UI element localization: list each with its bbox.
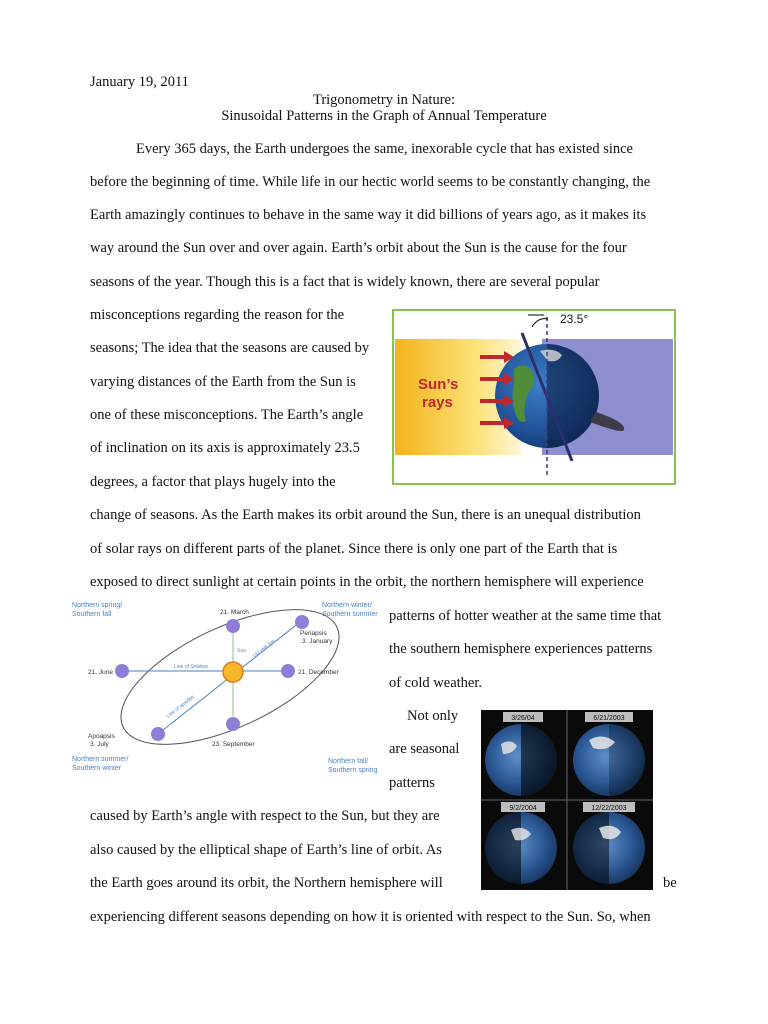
body-line: experiencing different seasons depending on how it is oriented with respect to the Sun. So, when bbox=[90, 909, 651, 925]
body-line: patterns bbox=[389, 775, 435, 791]
body-line: exposed to direct sunlight at certain points in the orbit, the northern hemisphere will experience bbox=[90, 574, 644, 590]
season-label: Southern spring bbox=[328, 767, 378, 774]
planet-periapsis bbox=[295, 615, 309, 629]
date-label: 21. June bbox=[88, 669, 113, 676]
solstice-line-label: Line of Solstice bbox=[174, 664, 208, 670]
body-line: also caused by the elliptical shape of Earth’s line of orbit. As bbox=[90, 842, 442, 858]
earth-tilt-illustration bbox=[392, 309, 676, 485]
distance-label: 147 mill. km bbox=[251, 638, 277, 660]
planet-december bbox=[281, 664, 295, 678]
body-line: way around the Sun over and over again. Earth’s orbit about the Sun is the cause for the four bbox=[90, 240, 627, 256]
date-label: 3/26/04 bbox=[511, 715, 535, 722]
body-line: seasons of the year. Though this is a fact that is widely known, there are several popular bbox=[90, 274, 600, 290]
date-label: 23. September bbox=[212, 741, 255, 748]
body-line: before the beginning of time. While life in our hectic world seems to be constantly changing, the bbox=[90, 174, 651, 190]
orbit-diagram-figure bbox=[70, 600, 380, 780]
season-label: Southern summer bbox=[322, 611, 378, 618]
body-line: the southern hemisphere experiences patterns bbox=[389, 641, 653, 657]
orbit-diagram bbox=[70, 600, 380, 780]
document-subtitle: Sinusoidal Patterns in the Graph of Annual Temperature bbox=[221, 108, 547, 124]
periapsis-date: 3. January bbox=[302, 638, 333, 645]
planet-june bbox=[115, 664, 129, 678]
angle-label: 23.5° bbox=[560, 312, 589, 326]
date-label: 9/2/2004 bbox=[509, 805, 537, 812]
season-label: Northern summer/ bbox=[72, 756, 129, 763]
body-line: are seasonal bbox=[389, 741, 460, 757]
body-line: of cold weather. bbox=[389, 675, 483, 691]
season-label: Southern fall bbox=[72, 611, 112, 618]
body-line: change of seasons. As the Earth makes its orbit around the Sun, there is an unequal distribution bbox=[90, 507, 641, 523]
earth-grid bbox=[481, 710, 653, 890]
body-line: Every 365 days, the Earth undergoes the same, inexorable cycle that has existed since bbox=[136, 141, 633, 157]
season-label: Northern winter/ bbox=[322, 602, 372, 609]
body-line: seasons; The idea that the seasons are caused by bbox=[90, 340, 370, 356]
planet-apoapsis bbox=[151, 727, 165, 741]
rays-label: Sun’s bbox=[418, 376, 459, 393]
date-label: 21. December bbox=[298, 669, 339, 676]
earth-tilt-figure bbox=[392, 309, 676, 485]
season-label: Southern winter bbox=[72, 765, 122, 772]
date-label: 6/21/2003 bbox=[593, 715, 625, 722]
body-line: be bbox=[663, 875, 677, 891]
body-line: of inclination on its axis is approximately 23.5 bbox=[90, 440, 360, 456]
body-line: patterns of hotter weather at the same time that bbox=[389, 608, 662, 624]
document-title: Trigonometry in Nature: bbox=[312, 92, 456, 108]
body-line: caused by Earth’s angle with respect to the Sun, but they are bbox=[90, 808, 440, 824]
periapsis-label: Periapsis bbox=[300, 630, 327, 637]
document-date: January 19, 2011 bbox=[90, 74, 189, 90]
earth-grid-figure bbox=[481, 710, 653, 890]
sun-icon bbox=[223, 662, 243, 682]
body-line: degrees, a factor that plays hugely into the bbox=[90, 474, 336, 490]
body-line: one of these misconceptions. The Earth’s angle bbox=[90, 407, 364, 423]
apoapsis-label: Apoapsis bbox=[88, 733, 115, 740]
body-line: misconceptions regarding the reason for the bbox=[90, 307, 345, 323]
sun-label: Sun bbox=[237, 648, 246, 654]
date-label: 12/22/2003 bbox=[591, 805, 627, 812]
body-line: of solar rays on different parts of the planet. Since there is only one part of the Earth that is bbox=[90, 541, 618, 557]
season-label: Northern spring/ bbox=[72, 602, 123, 609]
rays-label: rays bbox=[422, 394, 453, 411]
season-label: Northern fall/ bbox=[328, 758, 369, 765]
body-line: Earth amazingly continues to behave in the same way it did billions of years ago, as it makes its bbox=[90, 207, 647, 223]
planet-march bbox=[226, 619, 240, 633]
apsides-line-label: Line of apsides bbox=[165, 694, 196, 720]
body-line: the Earth goes around its orbit, the Northern hemisphere will bbox=[90, 875, 443, 891]
planet-september bbox=[226, 717, 240, 731]
body-line: Not only bbox=[407, 708, 459, 724]
date-label: 21. March bbox=[220, 609, 249, 616]
apoapsis-date: 3. July bbox=[90, 741, 109, 748]
body-line: varying distances of the Earth from the Sun is bbox=[90, 374, 356, 390]
